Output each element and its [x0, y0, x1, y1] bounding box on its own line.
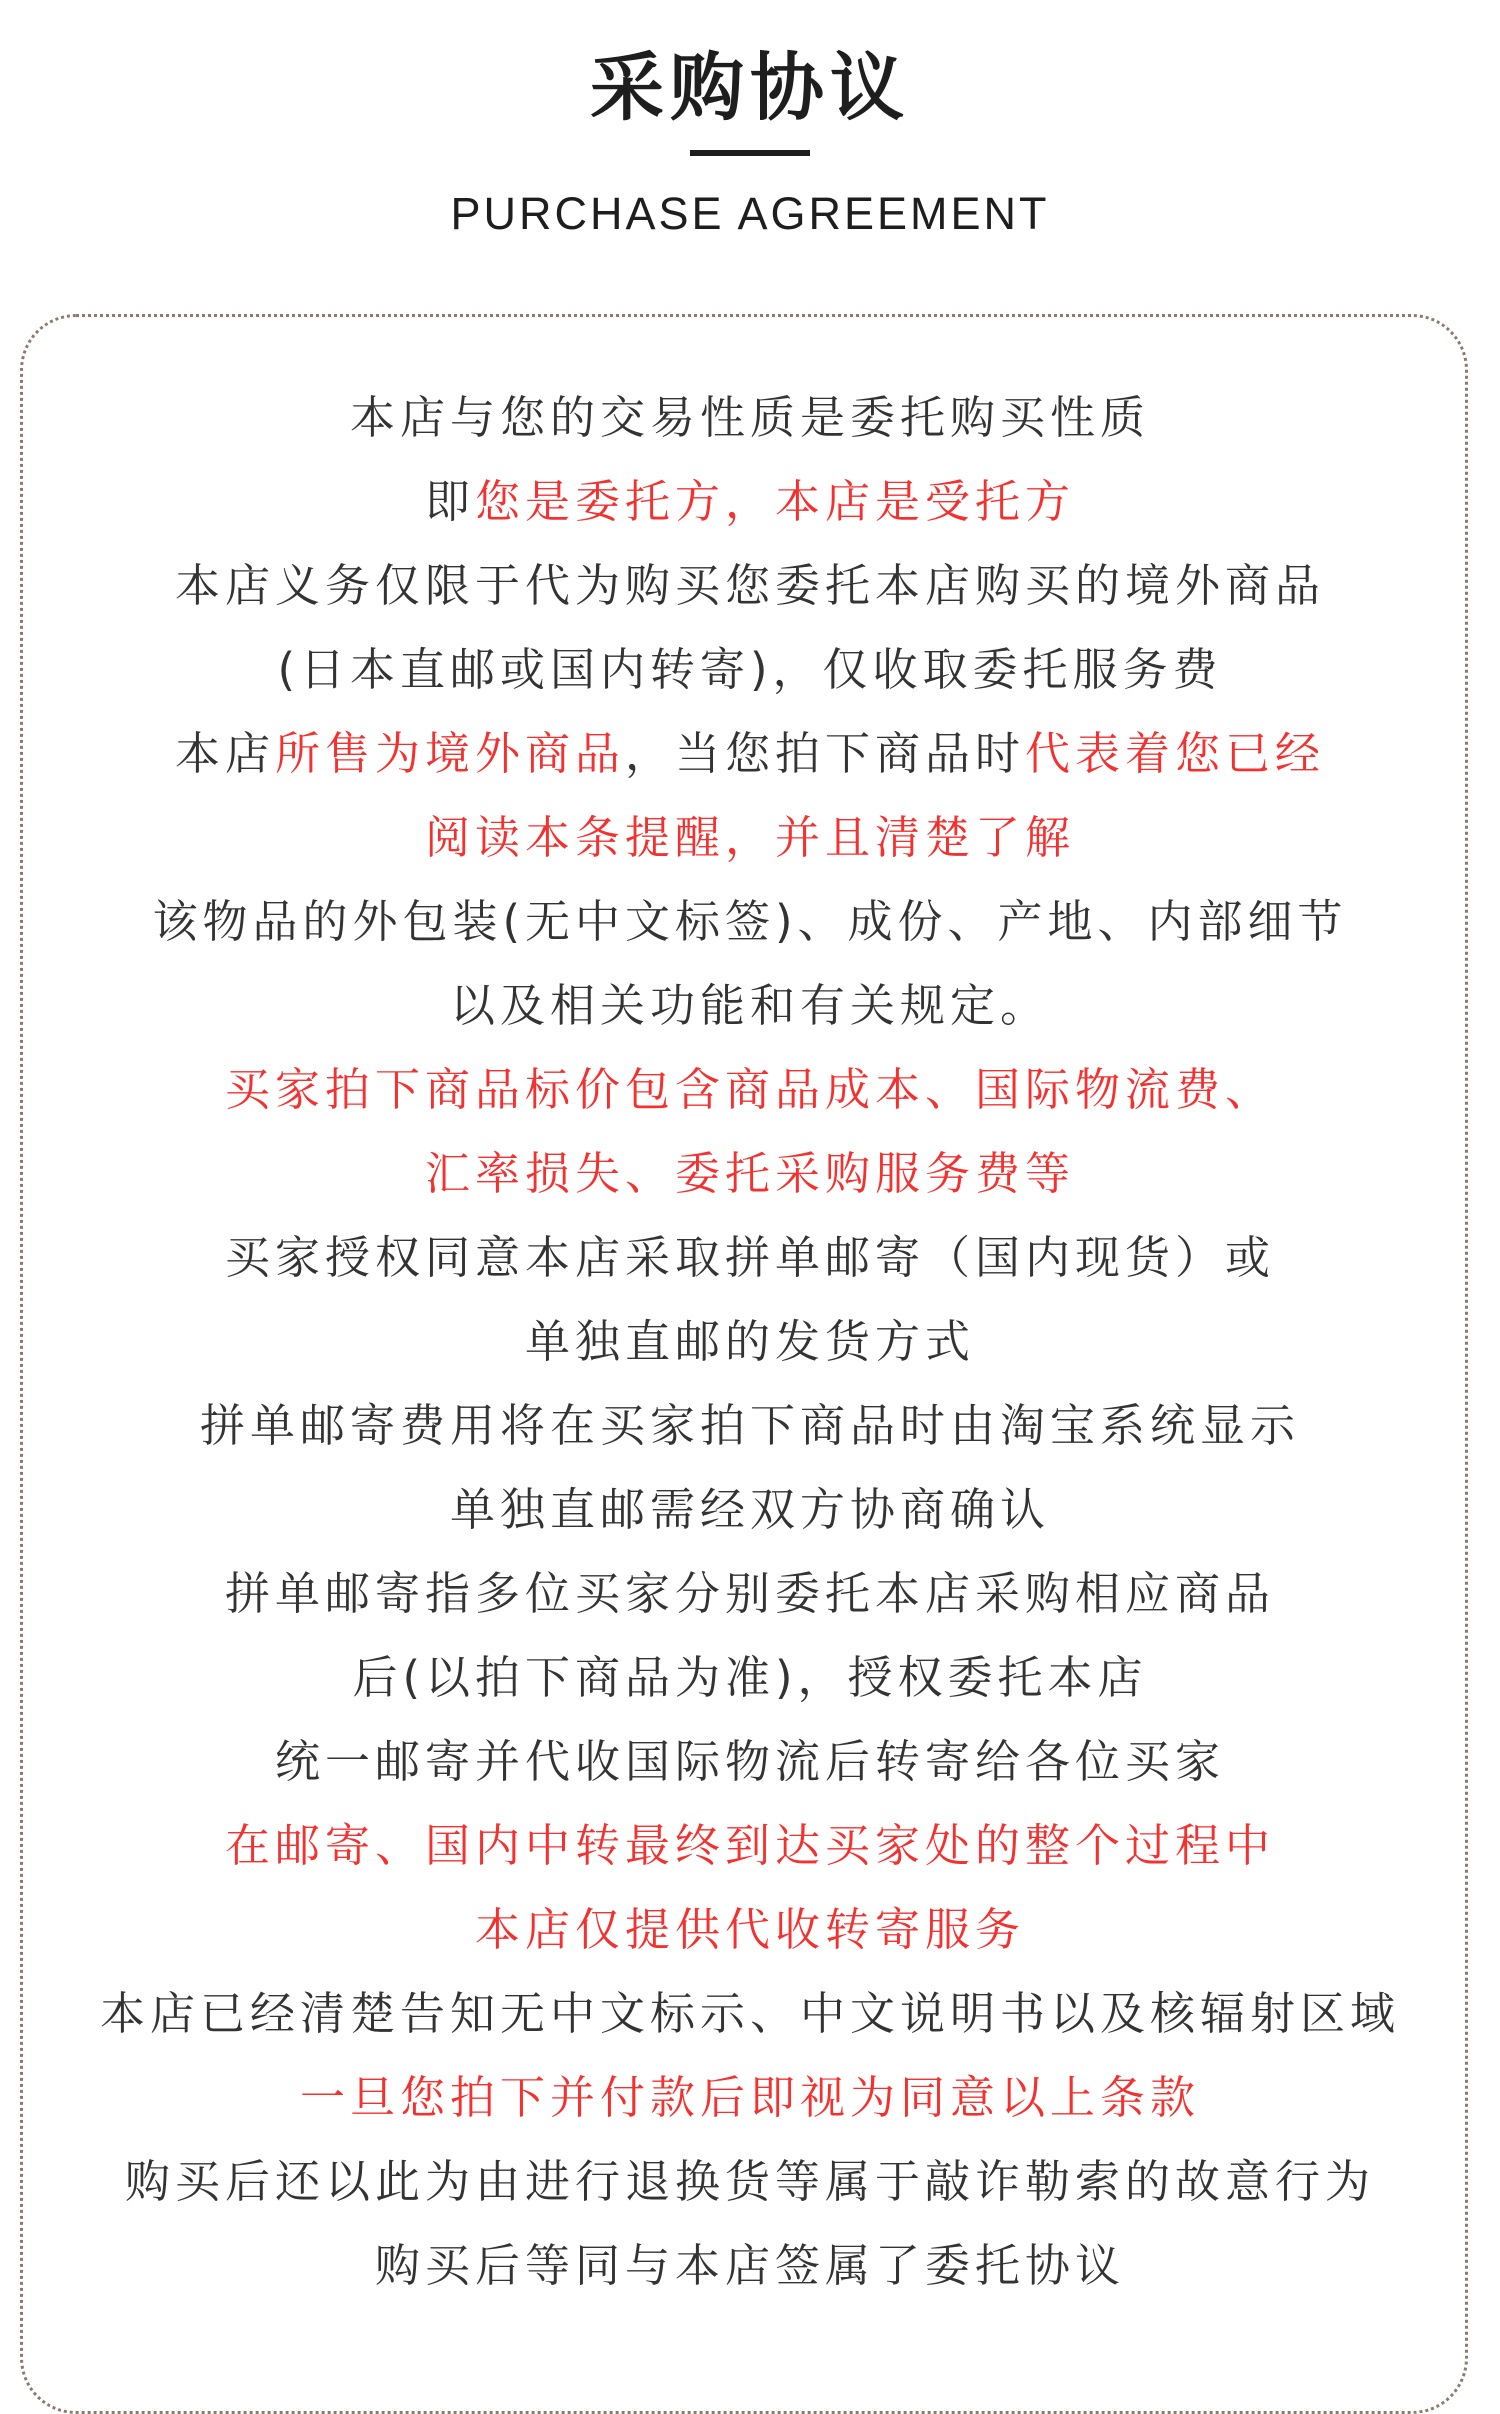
term-text: 拼单邮寄费用将在买家拍下商品时由淘宝系统显示: [199, 1399, 1300, 1452]
term-highlight: 汇率损失、委托采购服务费等: [424, 1147, 1075, 1200]
term-line: [30, 1216, 1470, 1300]
term-line: [30, 1888, 1470, 1972]
term-line: [30, 1720, 1470, 1804]
term-highlight: 一旦您拍下并付款后即视为同意以上条款: [299, 2071, 1200, 2124]
term-line: [30, 2224, 1470, 2308]
terms-list: [30, 376, 1470, 2308]
term-text: 以及相关功能和有关规定。: [449, 979, 1050, 1032]
term-highlight: 所售为境外商品: [274, 727, 625, 780]
term-line: [30, 1384, 1470, 1468]
term-line: [30, 712, 1470, 796]
term-highlight: 代表着您已经: [1025, 727, 1326, 780]
term-text: 本店: [174, 727, 275, 780]
term-highlight: 买家拍下商品标价包含商品成本、国际物流费、: [224, 1063, 1275, 1116]
term-line: [30, 460, 1470, 544]
term-line: [30, 2056, 1470, 2140]
term-line: [30, 1300, 1470, 1384]
term-text: 单独直邮需经双方协商确认: [449, 1483, 1050, 1536]
term-text: 本店已经清楚告知无中文标示、中文说明书以及核辐射区域: [99, 1987, 1400, 2040]
term-line: [30, 376, 1470, 460]
term-text: 拼单邮寄指多位买家分别委托本店采购相应商品: [224, 1567, 1275, 1620]
term-line: [30, 1804, 1470, 1888]
term-text: 单独直邮的发货方式: [524, 1315, 975, 1368]
term-line: [30, 1636, 1470, 1720]
term-line: [30, 1048, 1470, 1132]
term-text: 即: [424, 475, 475, 528]
term-line: [30, 1552, 1470, 1636]
term-text: 购买后还以此为由进行退换货等属于敲诈勒索的故意行为: [124, 2155, 1375, 2208]
term-line: [30, 964, 1470, 1048]
term-line: [30, 2140, 1470, 2224]
term-text: 本店与您的交易性质是委托购买性质: [349, 391, 1150, 444]
term-highlight: 在邮寄、国内中转最终到达买家处的整个过程中: [224, 1819, 1275, 1872]
term-line: [30, 880, 1470, 964]
term-text: 后(以拍下商品为准)，授权委托本店: [352, 1651, 1148, 1704]
term-text: 本店义务仅限于代为购买您委托本店购买的境外商品: [174, 559, 1325, 612]
term-line: [30, 796, 1470, 880]
title-divider: [690, 150, 810, 156]
term-text: 买家授权同意本店采取拼单邮寄（国内现货）或: [224, 1231, 1275, 1284]
term-highlight: 本店仅提供代收转寄服务: [474, 1903, 1025, 1956]
term-text: (日本直邮或国内转寄)，仅收取委托服务费: [277, 643, 1223, 696]
term-line: [30, 1468, 1470, 1552]
term-line: [30, 1972, 1470, 2056]
page-subtitle: PURCHASE AGREEMENT: [450, 188, 1050, 239]
term-line: [30, 628, 1470, 712]
page-title: 采购协议: [590, 45, 910, 131]
term-line: [30, 1132, 1470, 1216]
term-text: ，当您拍下商品时: [625, 727, 1026, 780]
term-text: 统一邮寄并代收国际物流后转寄给各位买家: [274, 1735, 1225, 1788]
term-highlight: 您是委托方，本店是受托方: [475, 475, 1076, 528]
term-line: [30, 544, 1470, 628]
term-text: 购买后等同与本店签属了委托协议: [374, 2239, 1125, 2292]
term-text: 该物品的外包装(无中文标签)、成份、产地、内部细节: [152, 895, 1348, 948]
term-highlight: 阅读本条提醒，并且清楚了解: [424, 811, 1075, 864]
